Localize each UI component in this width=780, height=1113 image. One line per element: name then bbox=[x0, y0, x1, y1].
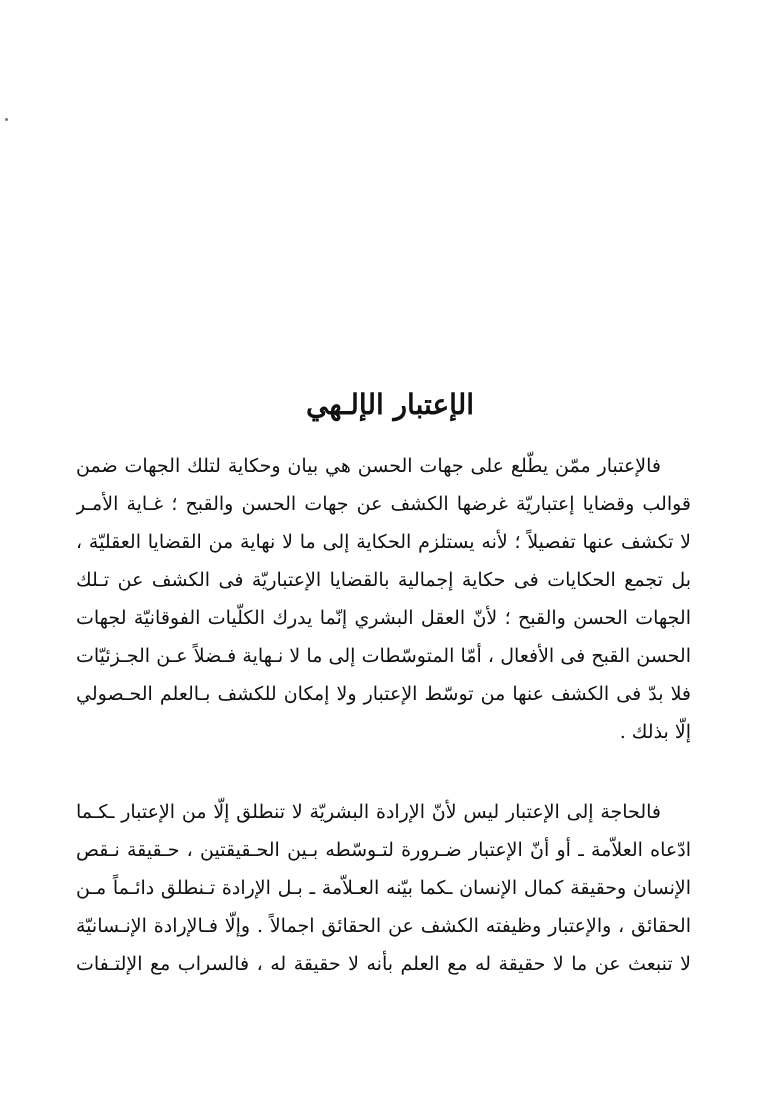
paragraph-line: الجهات الحسن والقبح ؛ لأنّ العقل البشري إنّما يدرك الكلّيات الفوقانيّة لجهات bbox=[76, 607, 691, 629]
paragraph-line: لا تنبعث عن ما لا حقيقة له مع العلم بأنه لا حقيقة له ، فالسراب مع الإلتـفات bbox=[76, 953, 691, 975]
paragraph-1 bbox=[76, 447, 691, 751]
paragraph-line: إلّا بذلك . bbox=[619, 721, 691, 743]
paragraph-line: فلا بدّ فى الكشف عنها من توسّط الإعتبار ولا إمكان للكشف بـالعلم الحـصولي bbox=[76, 683, 691, 705]
paragraph-line: لا تكشف عنها تفصيلاً ؛ لأنه يستلزم الحكاية إلى ما لا نهاية من القضايا العقليّة ، bbox=[76, 531, 691, 553]
page-edge-mark bbox=[5, 118, 8, 121]
paragraph-line: فالإعتبار ممّن يطّلع على جهات الحسن هي بيان وحكاية لتلك الجهات ضمن bbox=[76, 455, 661, 477]
paragraph-line: ادّعاه العلاّمة ـ أو أنّ الإعتبار ضـرورة لتـوسّطه بـين الحـقيقتين ، حـقيقة نـقص bbox=[76, 839, 691, 861]
chapter-title: الإعتبار الإلـهي bbox=[305, 387, 475, 421]
paragraph-line: الحسن القبح فى الأفعال ، أمّا المتوسّطات إلى ما لا نـهاية فـضلاً عـن الجـزئيّات bbox=[76, 645, 691, 667]
paragraph-line: بل تجمع الحكايات فى حكاية إجمالية بالقضايا الإعتباريّة فى الكشف عن تـلك bbox=[76, 569, 691, 591]
paragraph-line: فالحاجة إلى الإعتبار ليس لأنّ الإرادة البشريّة لا تنطلق إلّا من الإعتبار ـكـما bbox=[76, 801, 661, 823]
paragraph-line: الحقائق ، والإعتبار وظيفته الكشف عن الحقائق اجمالاً . وإلّا فـالإرادة الإنـسانيّة bbox=[76, 915, 691, 937]
paragraph-2 bbox=[76, 793, 691, 983]
paragraph-line: قوالب وقضايا إعتباريّة غرضها الكشف عن جهات الحسن والقبح ؛ غـاية الأمـر bbox=[76, 493, 691, 515]
paragraph-line: الإنسان وحقيقة كمال الإنسان ـكما بيّنه العـلاّمة ـ بـل الإرادة تـنطلق دائـماً مـن bbox=[76, 877, 691, 899]
